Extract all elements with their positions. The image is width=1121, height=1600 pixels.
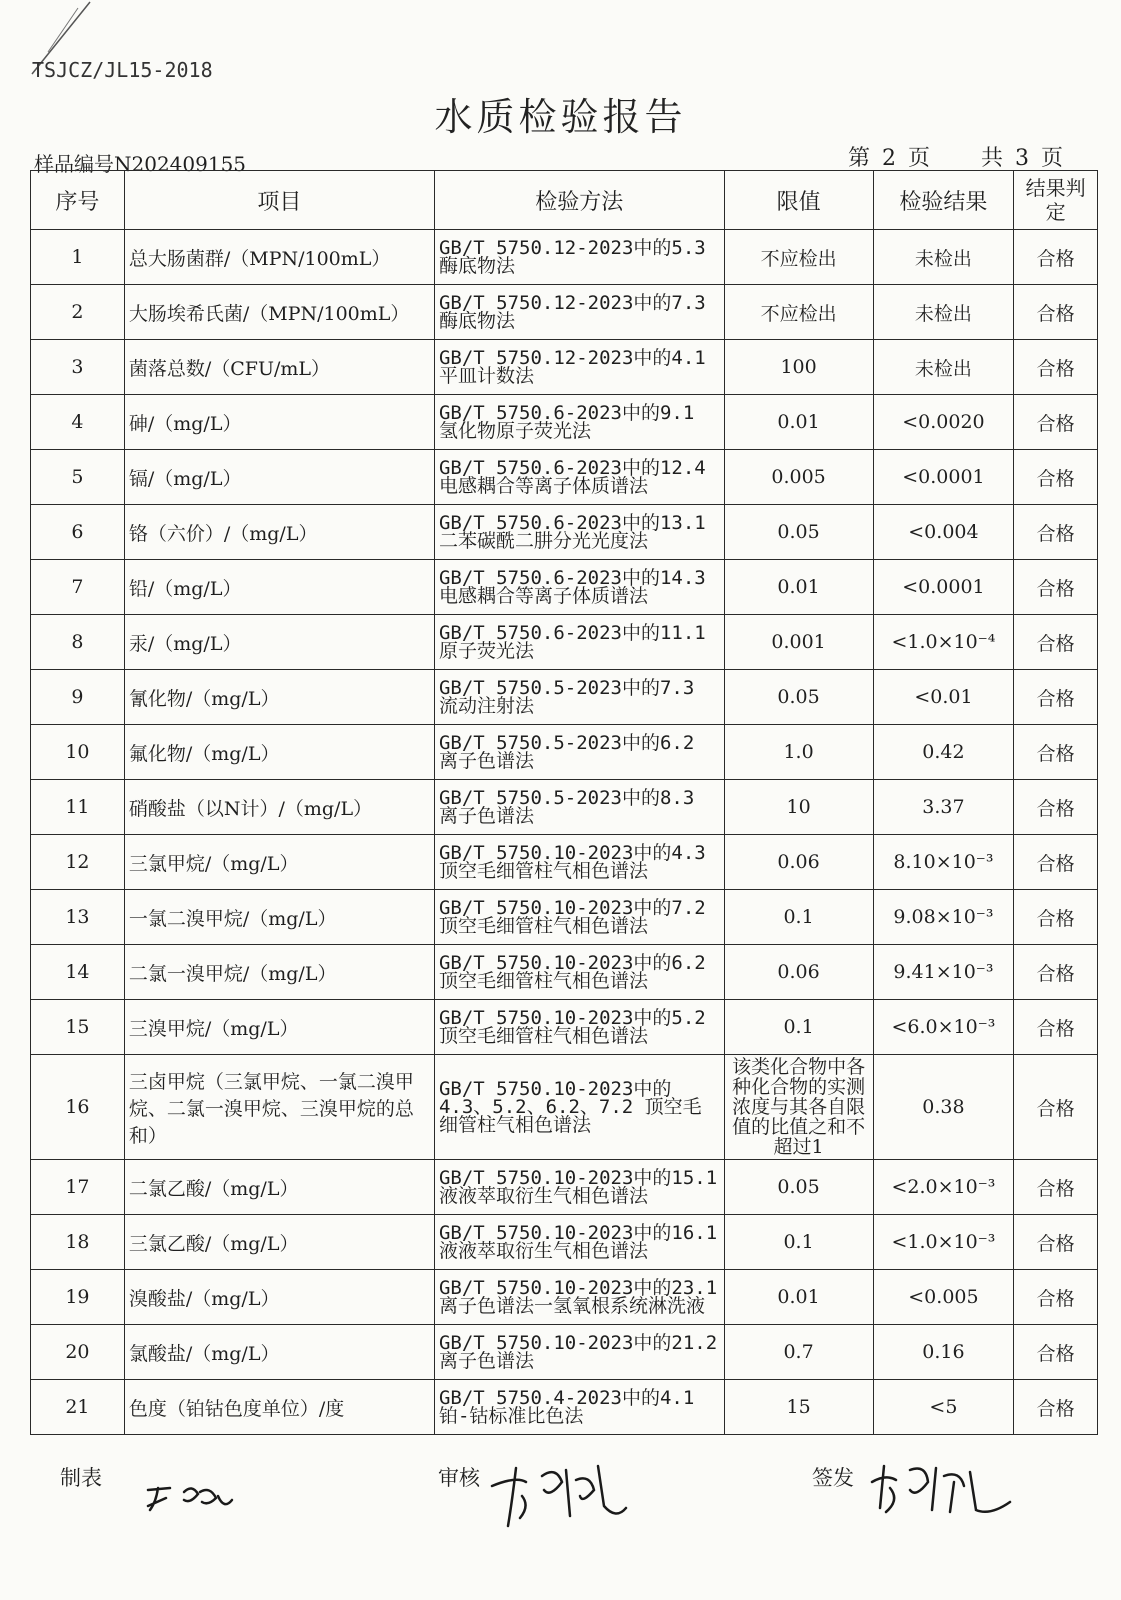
row-seq: 3 (31, 340, 125, 395)
reviewer-signature (486, 1446, 636, 1536)
row-seq: 4 (31, 395, 125, 450)
row-method: GB/T 5750.10-2023中的4.3、5.2、6.2、7.2 顶空毛细管柱气相色谱法 (434, 1055, 724, 1160)
row-limit: 0.1 (724, 890, 873, 945)
row-verdict: 合格 (1014, 450, 1098, 505)
row-seq: 17 (31, 1160, 125, 1215)
row-verdict: 合格 (1014, 835, 1098, 890)
issued-by (812, 1462, 854, 1492)
row-seq: 21 (31, 1380, 125, 1435)
page-total-prefix: 共 (980, 146, 1003, 171)
row-limit: 0.005 (724, 450, 873, 505)
row-verdict: 合格 (1014, 1215, 1098, 1270)
row-verdict: 合格 (1014, 1160, 1098, 1215)
row-seq: 8 (31, 615, 125, 670)
table-row (31, 615, 1098, 670)
row-result: 未检出 (873, 230, 1014, 285)
row-item: 铅/（mg/L） (124, 560, 434, 615)
row-item: 三卤甲烷（三氯甲烷、一氯二溴甲烷、二氯一溴甲烷、三溴甲烷的总和） (124, 1055, 434, 1160)
column-header-verdict: 结果判定 (1014, 171, 1098, 230)
table-row (31, 1325, 1098, 1380)
sample-number-value: N202409155 (114, 152, 247, 176)
row-seq: 15 (31, 1000, 125, 1055)
page-prefix: 第 (847, 146, 870, 171)
row-result: <6.0×10⁻³ (873, 1000, 1014, 1055)
table-row (31, 835, 1098, 890)
row-item: 总大肠菌群/（MPN/100mL） (124, 230, 434, 285)
row-item: 氰化物/（mg/L） (124, 670, 434, 725)
row-item: 氟化物/（mg/L） (124, 725, 434, 780)
row-result: 未检出 (873, 340, 1014, 395)
table-row (31, 1055, 1098, 1160)
table-row (31, 780, 1098, 835)
row-limit: 0.05 (724, 670, 873, 725)
row-verdict: 合格 (1014, 285, 1098, 340)
row-result: 0.42 (873, 725, 1014, 780)
table-row (31, 945, 1098, 1000)
page-suffix: 页 (1040, 146, 1063, 171)
row-limit: 0.06 (724, 835, 873, 890)
table-body (31, 230, 1098, 1435)
row-item: 溴酸盐/（mg/L） (124, 1270, 434, 1325)
page-total: 3 (1014, 146, 1029, 171)
row-result: <1.0×10⁻⁴ (873, 615, 1014, 670)
row-verdict: 合格 (1014, 340, 1098, 395)
row-verdict: 合格 (1014, 1055, 1098, 1160)
row-limit: 0.1 (724, 1000, 873, 1055)
row-seq: 16 (31, 1055, 125, 1160)
page-mid: 页 (907, 146, 930, 171)
column-header-result: 检验结果 (873, 171, 1014, 230)
column-header-seq: 序号 (31, 171, 125, 230)
row-method: GB/T 5750.6-2023中的11.1 原子荧光法 (434, 615, 724, 670)
row-item: 硝酸盐（以N计）/（mg/L） (124, 780, 434, 835)
row-result: 3.37 (873, 780, 1014, 835)
row-item: 一氯二溴甲烷/（mg/L） (124, 890, 434, 945)
row-method: GB/T 5750.5-2023中的8.3 离子色谱法 (434, 780, 724, 835)
row-item: 铬（六价）/（mg/L） (124, 505, 434, 560)
row-seq: 12 (31, 835, 125, 890)
page-title: 水质检验报告 (434, 95, 687, 139)
table-row (31, 560, 1098, 615)
row-limit: 0.001 (724, 615, 873, 670)
row-result: 0.38 (873, 1055, 1014, 1160)
row-verdict: 合格 (1014, 890, 1098, 945)
row-result: 0.16 (873, 1325, 1014, 1380)
row-method: GB/T 5750.10-2023中的16.1 液液萃取衍生气相色谱法 (434, 1215, 724, 1270)
inspection-table (30, 170, 1098, 1435)
row-item: 汞/（mg/L） (124, 615, 434, 670)
row-limit: 15 (724, 1380, 873, 1435)
row-method: GB/T 5750.5-2023中的7.3 流动注射法 (434, 670, 724, 725)
row-seq: 2 (31, 285, 125, 340)
row-method: GB/T 5750.10-2023中的5.2 顶空毛细管柱气相色谱法 (434, 1000, 724, 1055)
table-row (31, 670, 1098, 725)
row-method: GB/T 5750.4-2023中的4.1 铂-钴标准比色法 (434, 1380, 724, 1435)
row-verdict: 合格 (1014, 395, 1098, 450)
row-verdict: 合格 (1014, 1270, 1098, 1325)
table-row (31, 1160, 1098, 1215)
table-row (31, 1380, 1098, 1435)
row-seq: 9 (31, 670, 125, 725)
row-item: 镉/（mg/L） (124, 450, 434, 505)
row-result: <2.0×10⁻³ (873, 1160, 1014, 1215)
sample-number-label: 样品编号 (34, 152, 114, 176)
row-seq: 1 (31, 230, 125, 285)
issued-by-label: 签发 (812, 1466, 854, 1490)
table-row (31, 450, 1098, 505)
row-seq: 7 (31, 560, 125, 615)
row-limit: 该类化合物中各种化合物的实测浓度与其各自限值的比值之和不超过1 (724, 1055, 873, 1160)
row-verdict: 合格 (1014, 505, 1098, 560)
table-header-row (31, 171, 1098, 230)
row-method: GB/T 5750.12-2023中的7.3 酶底物法 (434, 285, 724, 340)
prepared-by (60, 1462, 102, 1492)
row-seq: 11 (31, 780, 125, 835)
row-limit: 0.06 (724, 945, 873, 1000)
row-result: <0.004 (873, 505, 1014, 560)
column-header-method: 检验方法 (434, 171, 724, 230)
row-limit: 0.01 (724, 560, 873, 615)
row-limit: 0.1 (724, 1215, 873, 1270)
row-verdict: 合格 (1014, 725, 1098, 780)
row-item: 色度（铂钴色度单位）/度 (124, 1380, 434, 1435)
column-header-item: 项目 (124, 171, 434, 230)
row-method: GB/T 5750.10-2023中的23.1 离子色谱法一氢氧根系统淋洗液 (434, 1270, 724, 1325)
row-item: 二氯乙酸/（mg/L） (124, 1160, 434, 1215)
table-row (31, 395, 1098, 450)
row-verdict: 合格 (1014, 1325, 1098, 1380)
row-result: 8.10×10⁻³ (873, 835, 1014, 890)
table-row (31, 1000, 1098, 1055)
table-row (31, 1215, 1098, 1270)
row-result: <0.0001 (873, 450, 1014, 505)
row-item: 二氯一溴甲烷/（mg/L） (124, 945, 434, 1000)
row-result: <0.0001 (873, 560, 1014, 615)
row-method: GB/T 5750.5-2023中的6.2 离子色谱法 (434, 725, 724, 780)
row-method: GB/T 5750.6-2023中的14.3 电感耦合等离子体质谱法 (434, 560, 724, 615)
row-item: 氯酸盐/（mg/L） (124, 1325, 434, 1380)
row-method: GB/T 5750.12-2023中的5.3 酶底物法 (434, 230, 724, 285)
row-verdict: 合格 (1014, 780, 1098, 835)
document-code: TSJCZ/JL15-2018 (32, 58, 213, 82)
row-verdict: 合格 (1014, 670, 1098, 725)
table-row (31, 285, 1098, 340)
row-limit: 不应检出 (724, 230, 873, 285)
row-limit: 1.0 (724, 725, 873, 780)
row-verdict: 合格 (1014, 560, 1098, 615)
table-row (31, 890, 1098, 945)
table-row (31, 340, 1098, 395)
row-limit: 0.05 (724, 1160, 873, 1215)
row-item: 大肠埃希氏菌/（MPN/100mL） (124, 285, 434, 340)
row-verdict: 合格 (1014, 1380, 1098, 1435)
row-method: GB/T 5750.12-2023中的4.1 平皿计数法 (434, 340, 724, 395)
row-item: 菌落总数/（CFU/mL） (124, 340, 434, 395)
row-method: GB/T 5750.6-2023中的13.1 二苯碳酰二肼分光光度法 (434, 505, 724, 560)
row-limit: 0.01 (724, 1270, 873, 1325)
row-seq: 10 (31, 725, 125, 780)
row-result: 9.41×10⁻³ (873, 945, 1014, 1000)
row-limit: 不应检出 (724, 285, 873, 340)
row-seq: 19 (31, 1270, 125, 1325)
row-item: 三氯乙酸/（mg/L） (124, 1215, 434, 1270)
row-item: 三氯甲烷/（mg/L） (124, 835, 434, 890)
row-seq: 18 (31, 1215, 125, 1270)
row-verdict: 合格 (1014, 615, 1098, 670)
row-seq: 5 (31, 450, 125, 505)
row-limit: 0.7 (724, 1325, 873, 1380)
column-header-limit: 限值 (724, 171, 873, 230)
row-item: 三溴甲烷/（mg/L） (124, 1000, 434, 1055)
row-seq: 6 (31, 505, 125, 560)
row-limit: 10 (724, 780, 873, 835)
table-row (31, 230, 1098, 285)
row-verdict: 合格 (1014, 230, 1098, 285)
row-result: 9.08×10⁻³ (873, 890, 1014, 945)
row-seq: 14 (31, 945, 125, 1000)
prepared-by-label: 制表 (60, 1466, 102, 1490)
table-row (31, 725, 1098, 780)
page-indicator (842, 141, 1069, 172)
reviewed-by-label: 审核 (438, 1466, 480, 1490)
row-method: GB/T 5750.10-2023中的7.2 顶空毛细管柱气相色谱法 (434, 890, 724, 945)
table-row (31, 1270, 1098, 1325)
row-verdict: 合格 (1014, 945, 1098, 1000)
row-method: GB/T 5750.10-2023中的4.3 顶空毛细管柱气相色谱法 (434, 835, 724, 890)
row-method: GB/T 5750.6-2023中的12.4 电感耦合等离子体质谱法 (434, 450, 724, 505)
row-seq: 20 (31, 1325, 125, 1380)
reviewed-by (438, 1462, 480, 1492)
row-limit: 0.01 (724, 395, 873, 450)
row-result: <1.0×10⁻³ (873, 1215, 1014, 1270)
row-item: 砷/（mg/L） (124, 395, 434, 450)
row-seq: 13 (31, 890, 125, 945)
table-row (31, 505, 1098, 560)
row-method: GB/T 5750.10-2023中的6.2 顶空毛细管柱气相色谱法 (434, 945, 724, 1000)
row-method: GB/T 5750.10-2023中的15.1 液液萃取衍生气相色谱法 (434, 1160, 724, 1215)
row-result: <5 (873, 1380, 1014, 1435)
page-current: 2 (881, 146, 896, 171)
row-verdict: 合格 (1014, 1000, 1098, 1055)
issuer-signature (866, 1452, 1016, 1522)
row-method: GB/T 5750.10-2023中的21.2 离子色谱法 (434, 1325, 724, 1380)
row-method: GB/T 5750.6-2023中的9.1 氢化物原子荧光法 (434, 395, 724, 450)
row-result: 未检出 (873, 285, 1014, 340)
row-result: <0.0020 (873, 395, 1014, 450)
row-limit: 0.05 (724, 505, 873, 560)
row-result: <0.01 (873, 670, 1014, 725)
prepared-signature (140, 1470, 240, 1520)
row-limit: 100 (724, 340, 873, 395)
row-result: <0.005 (873, 1270, 1014, 1325)
